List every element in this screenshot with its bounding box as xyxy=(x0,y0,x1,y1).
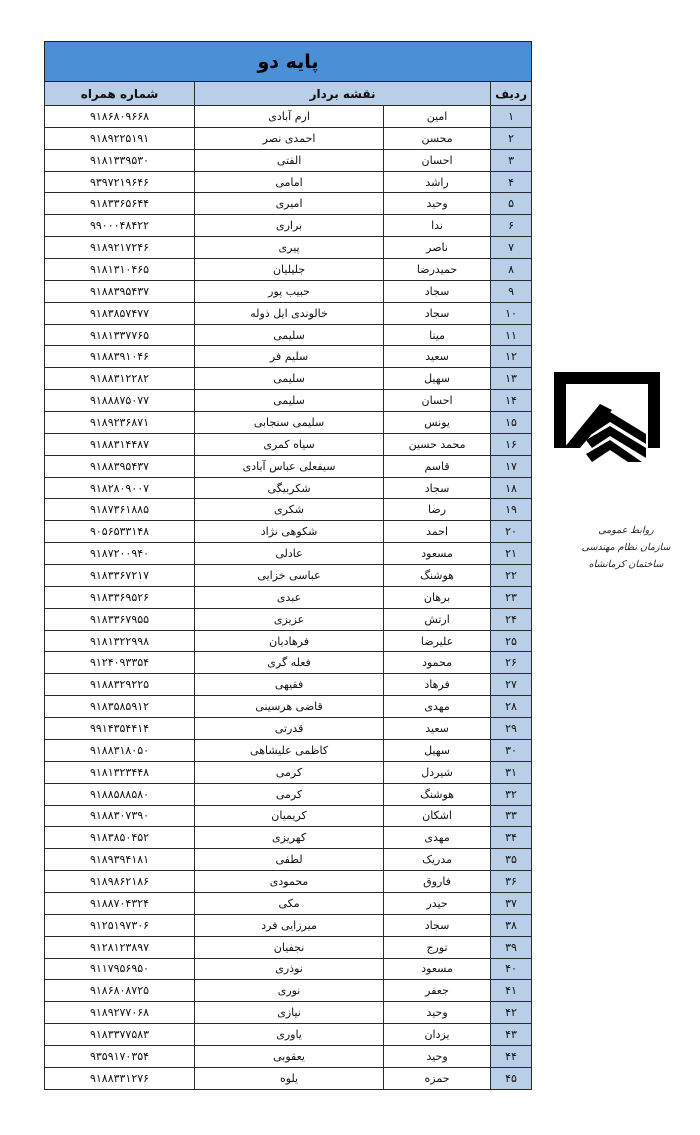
phone-cell: ۹۱۸۶۸۰۹۶۶۸ xyxy=(45,106,195,128)
table-row xyxy=(45,849,532,871)
row-number-cell: ۱۴ xyxy=(491,390,532,412)
last-name-cell: یلوه xyxy=(195,1067,384,1089)
phone-cell: ۹۱۸۸۳۱۸۰۵۰ xyxy=(45,739,195,761)
table-row xyxy=(45,390,532,412)
table-row xyxy=(45,718,532,740)
first-name-cell: مدریک xyxy=(384,849,491,871)
phone-cell: ۹۱۸۷۲۰۰۹۴۰ xyxy=(45,543,195,565)
table-row xyxy=(45,871,532,893)
first-name-cell: احمد xyxy=(384,521,491,543)
first-name-cell: حیدر xyxy=(384,892,491,914)
phone-cell: ۹۱۸۱۳۱۰۴۶۵ xyxy=(45,259,195,281)
table-row xyxy=(45,106,532,128)
first-name-cell: سهیل xyxy=(384,368,491,390)
phone-cell: ۹۱۲۸۱۲۳۸۹۷ xyxy=(45,936,195,958)
last-name-cell: عبدی xyxy=(195,586,384,608)
table-row xyxy=(45,499,532,521)
table-row xyxy=(45,608,532,630)
first-name-cell: برهان xyxy=(384,586,491,608)
table-row xyxy=(45,739,532,761)
first-name-cell: سعید xyxy=(384,346,491,368)
last-name-cell: شکوهی نژاد xyxy=(195,521,384,543)
table-row xyxy=(45,346,532,368)
first-name-cell: هوشنگ xyxy=(384,565,491,587)
row-number-cell: ۱۶ xyxy=(491,433,532,455)
first-name-cell: جعفر xyxy=(384,980,491,1002)
phone-cell: ۹۱۸۸۷۰۴۳۲۴ xyxy=(45,892,195,914)
first-name-cell: سعید xyxy=(384,718,491,740)
table-row xyxy=(45,761,532,783)
phone-cell: ۹۱۸۱۳۲۳۴۴۸ xyxy=(45,761,195,783)
last-name-cell: خالوندی ایل ذوله xyxy=(195,302,384,324)
first-name-cell: محمود xyxy=(384,652,491,674)
first-name-cell: محمد حسین xyxy=(384,433,491,455)
last-name-cell: سلیمی xyxy=(195,390,384,412)
row-number-cell: ۳۸ xyxy=(491,914,532,936)
first-name-cell: سجاد xyxy=(384,280,491,302)
phone-cell: ۹۱۸۳۸۵۷۴۷۷ xyxy=(45,302,195,324)
last-name-cell: یعقوبی xyxy=(195,1045,384,1067)
first-name-cell: فرهاد xyxy=(384,674,491,696)
row-number-cell: ۱۳ xyxy=(491,368,532,390)
row-number-cell: ۷ xyxy=(491,237,532,259)
phone-cell: ۹۱۸۳۳۶۹۵۲۶ xyxy=(45,586,195,608)
last-name-cell: کاظمی علیشاهی xyxy=(195,739,384,761)
last-name-cell: سیاه کمری xyxy=(195,433,384,455)
phone-cell: ۹۹۰۰۰۴۸۴۲۲ xyxy=(45,215,195,237)
row-number-cell: ۲۶ xyxy=(491,652,532,674)
phone-cell: ۹۱۸۳۳۶۷۹۵۵ xyxy=(45,608,195,630)
last-name-cell: مکی xyxy=(195,892,384,914)
caption-line-2: سازمان نظام مهندسی xyxy=(581,542,671,553)
last-name-cell: شکربیگی xyxy=(195,477,384,499)
row-number-cell: ۱۲ xyxy=(491,346,532,368)
last-name-cell: عزیزی xyxy=(195,608,384,630)
row-number-cell: ۲۴ xyxy=(491,608,532,630)
table-row xyxy=(45,433,532,455)
last-name-cell: قاضی هرسینی xyxy=(195,696,384,718)
last-name-cell: فرهادیان xyxy=(195,630,384,652)
header-row-number: ردیف xyxy=(491,82,532,106)
table-row xyxy=(45,827,532,849)
table-row xyxy=(45,783,532,805)
first-name-cell: حمزه xyxy=(384,1067,491,1089)
first-name-cell: محسن xyxy=(384,127,491,149)
first-name-cell: سجاد xyxy=(384,302,491,324)
row-number-cell: ۳۳ xyxy=(491,805,532,827)
row-number-cell: ۴۰ xyxy=(491,958,532,980)
table-row xyxy=(45,696,532,718)
table-row xyxy=(45,455,532,477)
row-number-cell: ۲۲ xyxy=(491,565,532,587)
row-number-cell: ۳۲ xyxy=(491,783,532,805)
phone-cell: ۹۱۸۸۳۰۷۳۹۰ xyxy=(45,805,195,827)
surveyors-table xyxy=(44,41,532,1090)
last-name-cell: عادلی xyxy=(195,543,384,565)
table-row xyxy=(45,892,532,914)
phone-cell: ۹۱۸۸۳۹۱۰۴۶ xyxy=(45,346,195,368)
row-number-cell: ۱۷ xyxy=(491,455,532,477)
phone-cell: ۹۱۸۹۲۲۵۱۹۱ xyxy=(45,127,195,149)
first-name-cell: اشکان xyxy=(384,805,491,827)
phone-cell: ۹۱۸۳۳۶۵۶۴۴ xyxy=(45,193,195,215)
last-name-cell: پیری xyxy=(195,237,384,259)
phone-cell: ۹۱۸۸۳۹۵۴۳۷ xyxy=(45,280,195,302)
caption-line-1: روابط عمومی xyxy=(598,525,654,536)
last-name-cell: الفتی xyxy=(195,149,384,171)
row-number-cell: ۱۱ xyxy=(491,324,532,346)
last-name-cell: میرزایی فرد xyxy=(195,914,384,936)
table-row xyxy=(45,958,532,980)
table-title: پایه دو xyxy=(45,42,532,82)
last-name-cell: قدرتی xyxy=(195,718,384,740)
row-number-cell: ۴۲ xyxy=(491,1002,532,1024)
last-name-cell: کهریزی xyxy=(195,827,384,849)
row-number-cell: ۲۱ xyxy=(491,543,532,565)
phone-cell: ۹۱۸۶۸۰۸۷۲۵ xyxy=(45,980,195,1002)
first-name-cell: حمیدرضا xyxy=(384,259,491,281)
last-name-cell: فعله گری xyxy=(195,652,384,674)
last-name-cell: احمدی نصر xyxy=(195,127,384,149)
table-row xyxy=(45,324,532,346)
first-name-cell: تورج xyxy=(384,936,491,958)
first-name-cell: مهدی xyxy=(384,696,491,718)
table-row xyxy=(45,1002,532,1024)
phone-cell: ۹۱۱۷۹۵۶۹۵۰ xyxy=(45,958,195,980)
first-name-cell: مسعود xyxy=(384,543,491,565)
phone-cell: ۹۱۸۳۵۸۵۹۱۲ xyxy=(45,696,195,718)
row-number-cell: ۱۸ xyxy=(491,477,532,499)
first-name-cell: فاروق xyxy=(384,871,491,893)
building-engineering-logo-icon xyxy=(550,368,664,466)
header-surveyor: نقشه بردار xyxy=(195,82,491,106)
first-name-cell: وحید xyxy=(384,1002,491,1024)
first-name-cell: ارتش xyxy=(384,608,491,630)
phone-cell: ۹۰۵۶۵۳۳۱۴۸ xyxy=(45,521,195,543)
last-name-cell: ارم آبادی xyxy=(195,106,384,128)
row-number-cell: ۳۵ xyxy=(491,849,532,871)
phone-cell: ۹۱۸۹۳۹۴۱۸۱ xyxy=(45,849,195,871)
header-phone: شماره همراه xyxy=(45,82,195,106)
phone-cell: ۹۱۲۵۱۹۷۳۰۶ xyxy=(45,914,195,936)
phone-cell: ۹۱۸۲۸۰۹۰۰۷ xyxy=(45,477,195,499)
phone-cell: ۹۳۵۹۱۷۰۳۵۴ xyxy=(45,1045,195,1067)
last-name-cell: عباسی خزایی xyxy=(195,565,384,587)
first-name-cell: شیردل xyxy=(384,761,491,783)
phone-cell: ۹۱۸۹۲۷۷۰۶۸ xyxy=(45,1002,195,1024)
last-name-cell: سلیمی xyxy=(195,368,384,390)
last-name-cell: نجفیان xyxy=(195,936,384,958)
table-row xyxy=(45,193,532,215)
first-name-cell: رضا xyxy=(384,499,491,521)
table-row xyxy=(45,521,532,543)
last-name-cell: نوری xyxy=(195,980,384,1002)
row-number-cell: ۲ xyxy=(491,127,532,149)
phone-cell: ۹۱۸۸۸۷۵۰۷۷ xyxy=(45,390,195,412)
phone-cell: ۹۱۸۷۳۶۱۸۸۵ xyxy=(45,499,195,521)
row-number-cell: ۹ xyxy=(491,280,532,302)
phone-cell: ۹۱۸۸۳۲۹۲۲۵ xyxy=(45,674,195,696)
table-row xyxy=(45,1024,532,1046)
last-name-cell: نوذری xyxy=(195,958,384,980)
row-number-cell: ۳ xyxy=(491,149,532,171)
row-number-cell: ۳۱ xyxy=(491,761,532,783)
phone-cell: ۹۹۱۴۳۵۴۴۱۴ xyxy=(45,718,195,740)
first-name-cell: وحید xyxy=(384,193,491,215)
phone-cell: ۹۱۸۸۳۱۴۴۸۷ xyxy=(45,433,195,455)
row-number-cell: ۲۹ xyxy=(491,718,532,740)
first-name-cell: ناصر xyxy=(384,237,491,259)
first-name-cell: مینا xyxy=(384,324,491,346)
row-number-cell: ۱۹ xyxy=(491,499,532,521)
first-name-cell: سجاد xyxy=(384,914,491,936)
row-number-cell: ۴۵ xyxy=(491,1067,532,1089)
phone-cell: ۹۱۸۸۳۹۵۴۳۷ xyxy=(45,455,195,477)
first-name-cell: مسعود xyxy=(384,958,491,980)
table-row xyxy=(45,368,532,390)
row-number-cell: ۴۳ xyxy=(491,1024,532,1046)
row-number-cell: ۶ xyxy=(491,215,532,237)
table-row xyxy=(45,543,532,565)
table-row xyxy=(45,565,532,587)
last-name-cell: سلیمی سنجابی xyxy=(195,412,384,434)
row-number-cell: ۱۰ xyxy=(491,302,532,324)
phone-cell: ۹۱۸۸۵۸۸۵۸۰ xyxy=(45,783,195,805)
first-name-cell: ندا xyxy=(384,215,491,237)
phone-cell: ۹۱۸۸۳۱۲۲۸۲ xyxy=(45,368,195,390)
last-name-cell: سلیمی xyxy=(195,324,384,346)
row-number-cell: ۲۳ xyxy=(491,586,532,608)
last-name-cell: امیری xyxy=(195,193,384,215)
phone-cell: ۹۱۸۱۳۲۲۹۹۸ xyxy=(45,630,195,652)
table-row xyxy=(45,980,532,1002)
phone-cell: ۹۱۸۹۸۶۲۱۸۶ xyxy=(45,871,195,893)
first-name-cell: وحید xyxy=(384,1045,491,1067)
row-number-cell: ۴۱ xyxy=(491,980,532,1002)
table-row xyxy=(45,914,532,936)
last-name-cell: یاوری xyxy=(195,1024,384,1046)
row-number-cell: ۲۵ xyxy=(491,630,532,652)
row-number-cell: ۸ xyxy=(491,259,532,281)
last-name-cell: محمودی xyxy=(195,871,384,893)
table-row xyxy=(45,805,532,827)
row-number-cell: ۱ xyxy=(491,106,532,128)
table-row xyxy=(45,586,532,608)
last-name-cell: نیازی xyxy=(195,1002,384,1024)
phone-cell: ۹۱۸۱۳۳۹۵۳۰ xyxy=(45,149,195,171)
phone-cell: ۹۳۹۷۲۱۹۶۴۶ xyxy=(45,171,195,193)
last-name-cell: کریمیان xyxy=(195,805,384,827)
table-row xyxy=(45,237,532,259)
table-row xyxy=(45,280,532,302)
table-row xyxy=(45,1045,532,1067)
row-number-cell: ۴ xyxy=(491,171,532,193)
table-row xyxy=(45,630,532,652)
last-name-cell: جلیلیان xyxy=(195,259,384,281)
first-name-cell: یزدان xyxy=(384,1024,491,1046)
first-name-cell: امین xyxy=(384,106,491,128)
row-number-cell: ۳۹ xyxy=(491,936,532,958)
last-name-cell: حبیب پور xyxy=(195,280,384,302)
table-row xyxy=(45,477,532,499)
first-name-cell: یونس xyxy=(384,412,491,434)
first-name-cell: احسان xyxy=(384,149,491,171)
row-number-cell: ۲۷ xyxy=(491,674,532,696)
table-row xyxy=(45,674,532,696)
row-number-cell: ۴۴ xyxy=(491,1045,532,1067)
last-name-cell: کرمی xyxy=(195,761,384,783)
table-row xyxy=(45,652,532,674)
table-row xyxy=(45,936,532,958)
organization-caption xyxy=(560,522,692,573)
caption-line-3: ساختمان کرمانشاه xyxy=(588,559,664,570)
first-name-cell: قاسم xyxy=(384,455,491,477)
first-name-cell: علیرضا xyxy=(384,630,491,652)
first-name-cell: هوشنگ xyxy=(384,783,491,805)
phone-cell: ۹۱۸۱۳۳۷۷۶۵ xyxy=(45,324,195,346)
row-number-cell: ۲۰ xyxy=(491,521,532,543)
row-number-cell: ۲۸ xyxy=(491,696,532,718)
first-name-cell: احسان xyxy=(384,390,491,412)
phone-cell: ۹۱۲۴۰۹۳۳۵۴ xyxy=(45,652,195,674)
table-row xyxy=(45,302,532,324)
table-row xyxy=(45,412,532,434)
last-name-cell: سیفعلی عباس آبادی xyxy=(195,455,384,477)
last-name-cell: براری xyxy=(195,215,384,237)
first-name-cell: مهدی xyxy=(384,827,491,849)
row-number-cell: ۳۴ xyxy=(491,827,532,849)
row-number-cell: ۱۵ xyxy=(491,412,532,434)
table-row xyxy=(45,259,532,281)
table-row xyxy=(45,1067,532,1089)
phone-cell: ۹۱۸۳۳۶۷۲۱۷ xyxy=(45,565,195,587)
first-name-cell: راشد xyxy=(384,171,491,193)
table-row xyxy=(45,127,532,149)
row-number-cell: ۵ xyxy=(491,193,532,215)
row-number-cell: ۳۷ xyxy=(491,892,532,914)
table-row xyxy=(45,149,532,171)
last-name-cell: کرمی xyxy=(195,783,384,805)
phone-cell: ۹۱۸۸۳۳۱۲۷۶ xyxy=(45,1067,195,1089)
last-name-cell: فقیهی xyxy=(195,674,384,696)
table-row xyxy=(45,171,532,193)
last-name-cell: شکری xyxy=(195,499,384,521)
last-name-cell: امامی xyxy=(195,171,384,193)
phone-cell: ۹۱۸۹۲۱۷۲۴۶ xyxy=(45,237,195,259)
first-name-cell: سهیل xyxy=(384,739,491,761)
row-number-cell: ۳۶ xyxy=(491,871,532,893)
phone-cell: ۹۱۸۹۲۳۶۸۷۱ xyxy=(45,412,195,434)
row-number-cell: ۳۰ xyxy=(491,739,532,761)
table-row xyxy=(45,215,532,237)
phone-cell: ۹۱۸۳۸۵۰۴۵۲ xyxy=(45,827,195,849)
last-name-cell: لطفی xyxy=(195,849,384,871)
last-name-cell: سلیم فر xyxy=(195,346,384,368)
table-body xyxy=(45,106,532,1090)
first-name-cell: سجاد xyxy=(384,477,491,499)
phone-cell: ۹۱۸۳۳۷۷۵۸۳ xyxy=(45,1024,195,1046)
